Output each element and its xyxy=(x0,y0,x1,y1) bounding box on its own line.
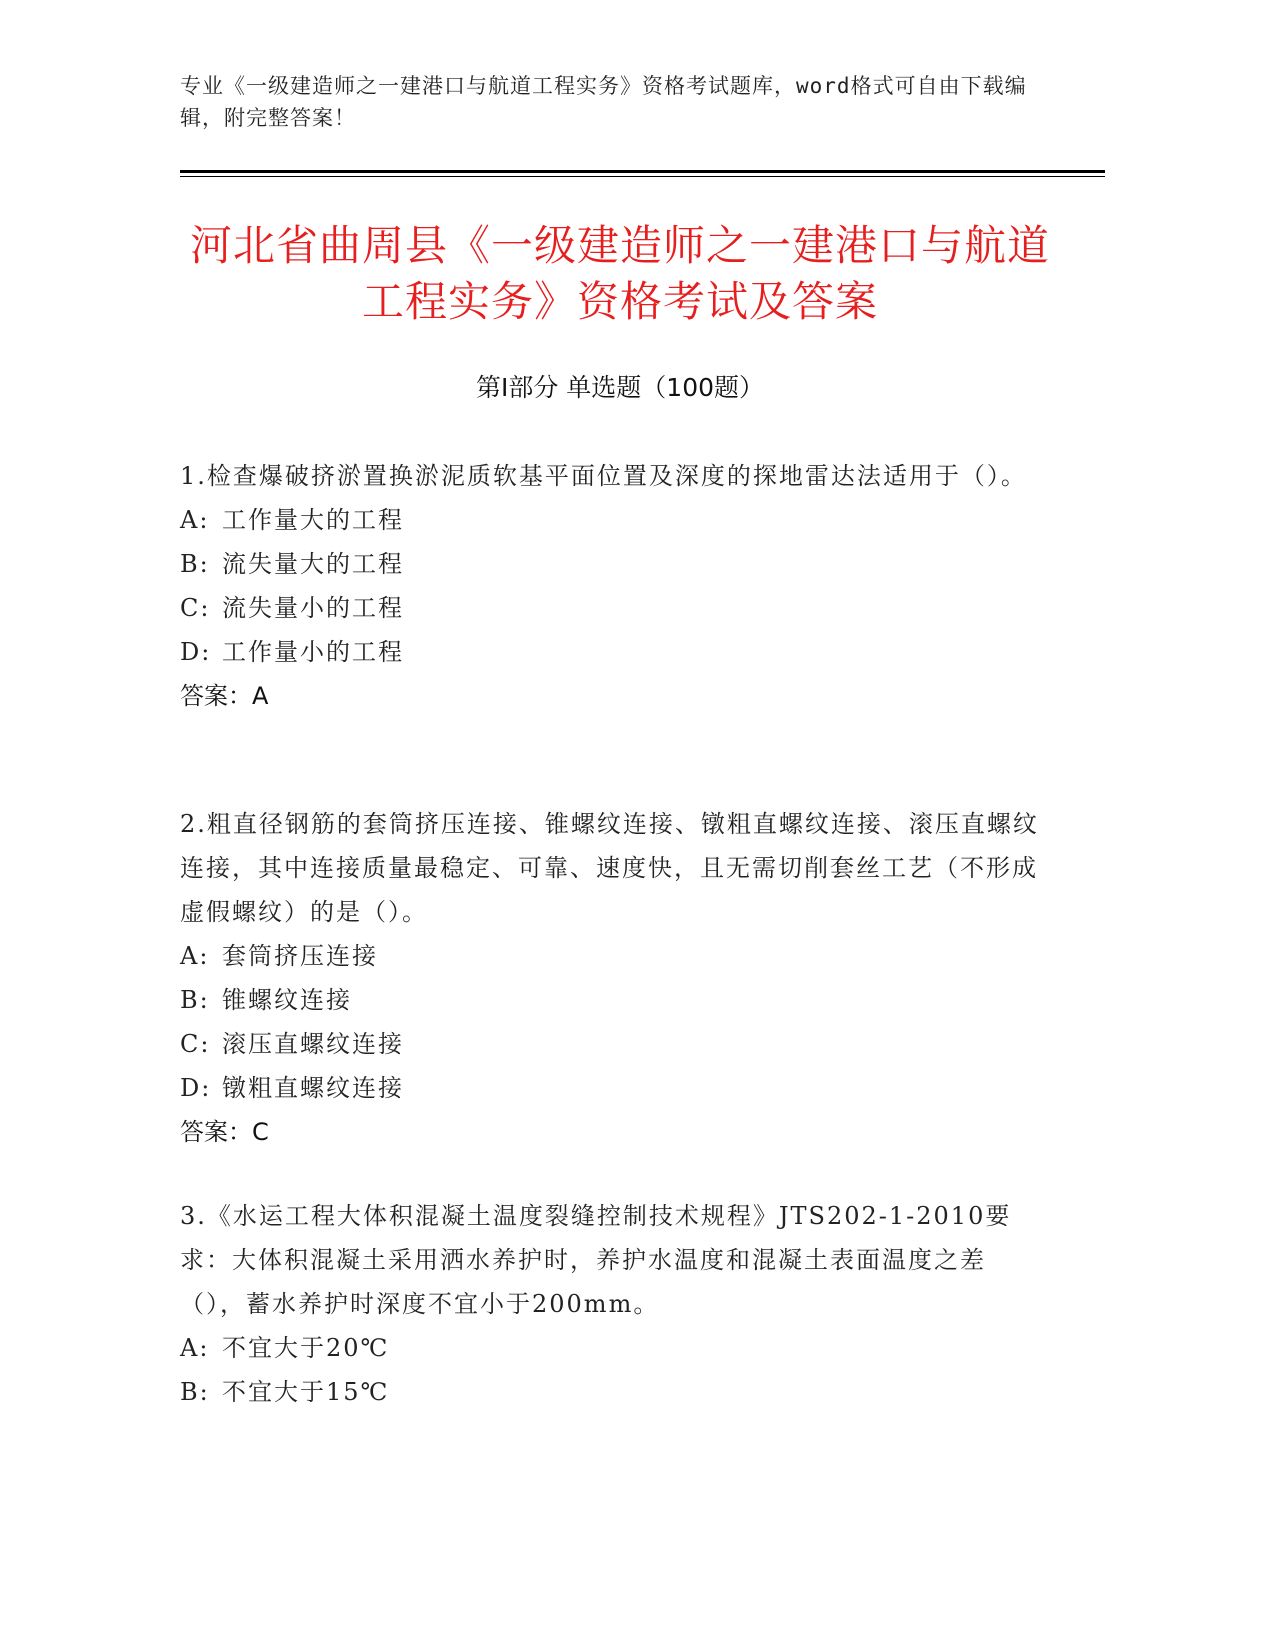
option-label: C: xyxy=(180,594,211,622)
option-c xyxy=(180,1022,1050,1066)
question-text: 1.检查爆破挤淤置换淤泥质软基平面位置及深度的探地雷达法适用于（）。 xyxy=(180,462,1027,490)
option-text: 不宜大于15℃ xyxy=(222,1378,390,1406)
option-label: C: xyxy=(180,1030,211,1058)
header-rule-thin xyxy=(180,176,1105,177)
question-1 xyxy=(180,454,1050,718)
option-b xyxy=(180,542,1050,586)
option-d xyxy=(180,630,1050,674)
option-a xyxy=(180,1326,1050,1370)
option-label: A: xyxy=(180,506,210,534)
option-text: 镦粗直螺纹连接 xyxy=(222,1074,404,1102)
option-label: A: xyxy=(180,942,210,970)
option-c xyxy=(180,586,1050,630)
option-a xyxy=(180,498,1050,542)
option-label: D: xyxy=(180,1074,212,1102)
option-b xyxy=(180,978,1050,1022)
answer: 答案：C xyxy=(180,1118,269,1146)
question-text: 2.粗直径钢筋的套筒挤压连接、锥螺纹连接、镦粗直螺纹连接、滚压直螺纹连接，其中连接质量最稳定、可靠、速度快，且无需切削套丝工艺（不形成虚假螺纹）的是（）。 xyxy=(180,810,1039,926)
option-text: 不宜大于20℃ xyxy=(222,1334,390,1362)
document-title: 河北省曲周县《一级建造师之一建港口与航道工程实务》资格考试及答案 xyxy=(189,221,1050,326)
option-d xyxy=(180,1066,1050,1110)
section-heading: 第Ⅰ部分 单选题（100题） xyxy=(475,373,765,402)
answer: 答案：A xyxy=(180,682,269,710)
option-text: 流失量大的工程 xyxy=(222,550,404,578)
option-label: B: xyxy=(180,1378,210,1406)
option-text: 工作量大的工程 xyxy=(222,506,404,534)
question-text: 3.《水运工程大体积混凝土温度裂缝控制技术规程》JTS202-1-2010要求：大体积混凝土采用洒水养护时，养护水温度和混凝土表面温度之差（），蓄水养护时深度不宜小于200mm。 xyxy=(180,1202,1012,1318)
question-2 xyxy=(180,802,1050,1154)
option-text: 流失量小的工程 xyxy=(222,594,404,622)
option-text: 锥螺纹连接 xyxy=(222,986,352,1014)
option-a xyxy=(180,934,1050,978)
option-text: 工作量小的工程 xyxy=(222,638,404,666)
option-label: A: xyxy=(180,1334,210,1362)
option-label: D: xyxy=(180,638,212,666)
option-b xyxy=(180,1370,1050,1414)
option-text: 滚压直螺纹连接 xyxy=(222,1030,404,1058)
option-label: B: xyxy=(180,550,210,578)
option-text: 套筒挤压连接 xyxy=(222,942,378,970)
header-note: 专业《一级建造师之一建港口与航道工程实务》资格考试题库，word格式可自由下载编辑，附完整答案！ xyxy=(180,74,1027,130)
header-rule-thick xyxy=(180,170,1105,173)
question-3 xyxy=(180,1194,1050,1414)
option-label: B: xyxy=(180,986,210,1014)
